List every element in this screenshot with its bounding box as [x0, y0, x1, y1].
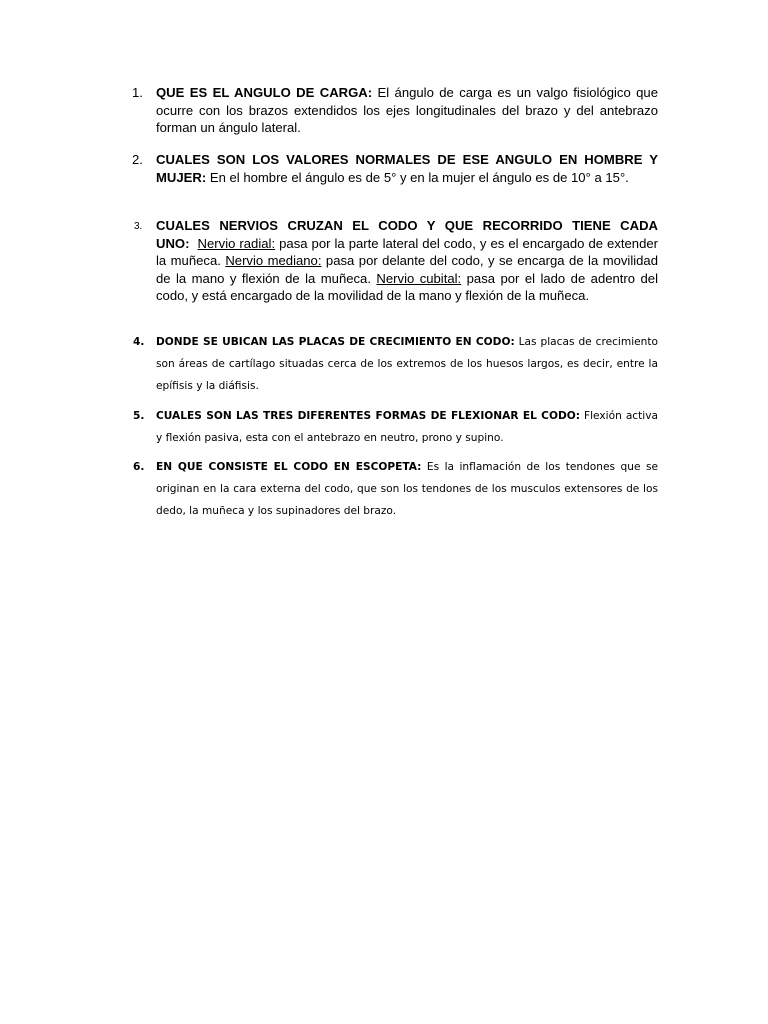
question-text: CUALES NERVIOS CRUZAN EL CODO Y QUE RECORRIDO TIENE CADA UNO:: [156, 218, 658, 251]
answer-text: El ángulo de carga es un valgo fisiológico que ocurre con los brazos extendidos los ejes longitudinales del brazo y del antebrazo forman un ángulo lateral.: [156, 85, 658, 135]
list-item-4: [133, 331, 658, 397]
nerve-description-radial: pasa por la parte lateral del codo, y es el encargado de extender la muñeca.: [156, 235, 659, 268]
list-item-1: [132, 84, 658, 137]
item-number: 1.: [132, 85, 143, 100]
question-text: QUE ES EL ANGULO DE CARGA:: [156, 85, 373, 100]
question-text: DONDE SE UBICAN LAS PLACAS DE CRECIMIENTO EN CODO:: [156, 336, 515, 348]
list-item-5: [133, 405, 658, 449]
nerve-label-cubital: Nervio cubital:: [376, 270, 462, 286]
nerve-description-cubital: pasa por el lado de adentro del codo, y está encargado de la movilidad de la mano y flexión de la muñeca.: [156, 270, 658, 303]
item-number: 2.: [132, 152, 143, 167]
item-number: 5.: [133, 410, 145, 422]
question-text: CUALES SON LOS VALORES NORMALES DE ESE ANGULO EN HOMBRE Y MUJER:: [156, 152, 658, 185]
item-number: 6.: [133, 461, 145, 473]
answer-text: Flexión activa y flexión pasiva, esta con el antebrazo en neutro, prono y supino.: [156, 410, 658, 444]
nerve-label-radial: Nervio radial:: [197, 235, 276, 251]
nerve-description-mediano: pasa por delante del codo, y se encarga de la movilidad de la mano y flexión de la muñeca.: [156, 253, 659, 286]
question-text: CUALES SON LAS TRES DIFERENTES FORMAS DE FLEXIONAR EL CODO:: [156, 410, 580, 422]
answer-text: En el hombre el ángulo es de 5° y en la mujer el ángulo es de 10° a 15°.: [206, 169, 629, 185]
item-number: 4.: [133, 336, 145, 348]
list-item-3: [134, 217, 659, 305]
answer-text: Las placas de crecimiento son áreas de cartílago situadas cerca de los extremos de los huesos largos, es decir, entre la epífisis y la diáfisis.: [156, 336, 658, 392]
item-number: 3.: [134, 221, 143, 232]
answer-text: Es la inflamación de los tendones que se originan en la cara externa del codo, que son los tendones de los musculos extensores de los dedo, la muñeca y los supinadores del brazo.: [156, 461, 658, 517]
nerve-label-mediano: Nervio mediano:: [225, 253, 322, 268]
list-item-2: [132, 151, 658, 186]
list-item-6: [133, 456, 658, 522]
question-text: EN QUE CONSISTE EL CODO EN ESCOPETA:: [156, 461, 422, 473]
